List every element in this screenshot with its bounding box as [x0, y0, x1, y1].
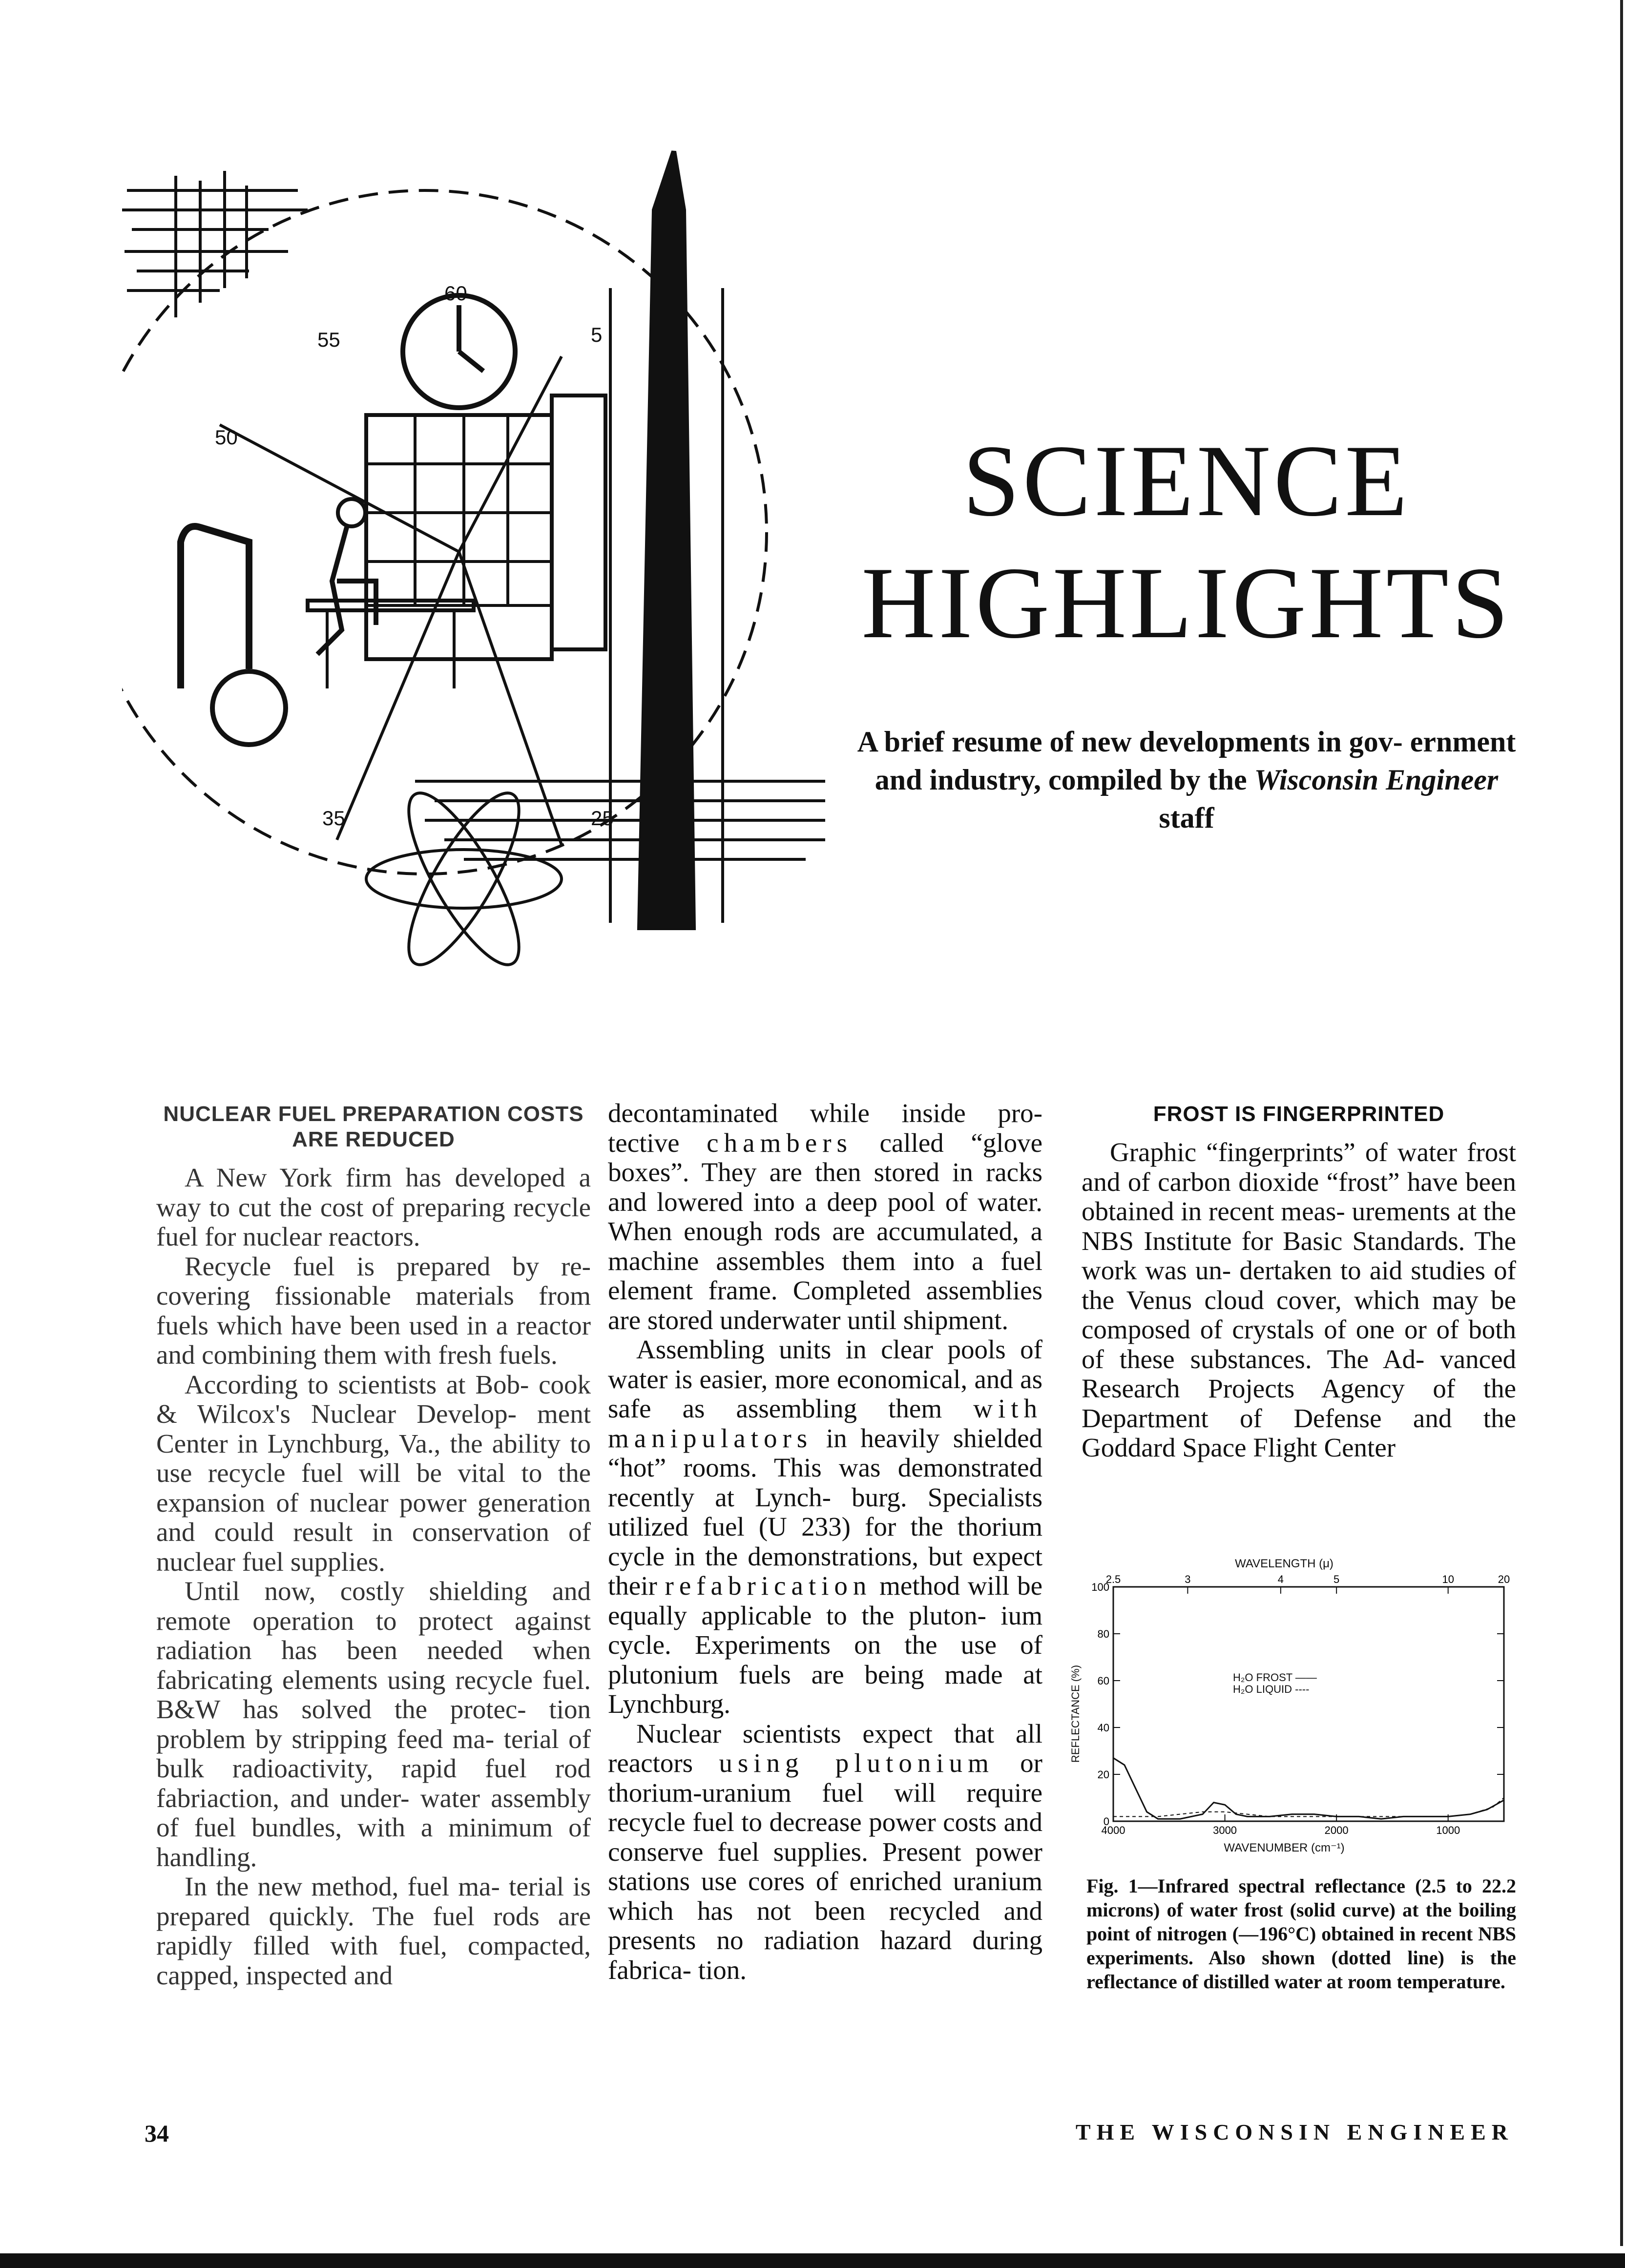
spaced-text-run: chambers	[707, 1127, 853, 1158]
chart-top-tick-label: 20	[1498, 1573, 1510, 1585]
text-run: called “glove boxes”. They are then stored in racks and lowered into a deep pool of water. When enough rods are accumulated, a machine assembles them into a fuel element frame. Completed assemblies are stored underwater until shipment.	[608, 1127, 1043, 1335]
chart-y-axis-title: REFLECTANCE (%)	[1069, 1665, 1082, 1763]
chart-top-tick-label: 5	[1333, 1573, 1340, 1585]
article-paragraph: According to scientists at Bob- cook & Wilcox's Nuclear Develop- ment Center in Lynchburg, Va., the ability to use recycle fuel will be vital to the expansion of nuclear power generation and could result in conservation of nuclear fuel supplies.	[156, 1369, 591, 1577]
atomic-illustration	[122, 142, 825, 981]
illustration-label-5: 5	[591, 323, 603, 346]
article-heading-frost: FROST IS FINGERPRINTED	[1153, 1102, 1445, 1126]
chart-x-tick-label: 2000	[1324, 1824, 1349, 1836]
chart-top-tick-label: 3	[1185, 1573, 1191, 1585]
page-title	[840, 420, 1533, 664]
text-run: method will be equally applicable to the pluton- ium cycle. Experiments on the use of plutonium fuels are being made at Lynchburg.	[608, 1571, 1042, 1719]
chart-top-tick-label: 2.5	[1105, 1573, 1121, 1585]
chart-top-tick-label: 10	[1442, 1573, 1454, 1585]
article-column-3	[1082, 1099, 1516, 1463]
chart-y-tick-label: 60	[1097, 1675, 1109, 1687]
text-run: or thorium-uranium fuel will require recycle fuel to decrease power costs and conserve fuel supplies. Present power stations use cores of enriched uranium which has not been recycled and presents no radiation hazard during fabrica- tion.	[608, 1748, 1042, 1985]
illustration-label-50: 50	[215, 426, 238, 449]
article-column-2	[608, 1099, 1042, 1985]
chart-y-tick-label: 40	[1097, 1722, 1109, 1734]
text-run: Assembling units in clear pools of water is easier, more economical, and as safe as assembling them	[608, 1334, 1042, 1423]
chart-top-tick-label: 4	[1277, 1573, 1284, 1585]
chart-series-frost-line	[1113, 1758, 1504, 1819]
page-subtitle	[850, 723, 1523, 837]
chart-y-tick-label: 20	[1097, 1769, 1109, 1781]
chart-y-tick-label: 100	[1091, 1581, 1109, 1593]
illustration-label-60: 60	[444, 282, 467, 305]
article-paragraph: Recycle fuel is prepared by re- covering fissionable materials from fuels which have been used in a reactor and combining them with fresh fuels.	[156, 1251, 591, 1370]
publication-footer: THE WISCONSIN ENGINEER	[1075, 2120, 1514, 2144]
chart-legend-liquid: H₂O LIQUID ----	[1233, 1683, 1310, 1695]
illustration-label-35: 35	[322, 807, 345, 830]
chart-y-tick-label: 0	[1103, 1815, 1109, 1828]
chart-x-axis-title: WAVENUMBER (cm⁻¹)	[1224, 1841, 1345, 1854]
article-column-1	[156, 1099, 591, 1990]
spaced-text-run: with manipulators	[608, 1394, 1042, 1453]
spaced-text-run: refabrication	[665, 1571, 872, 1601]
subtitle-staff: staff	[1159, 802, 1214, 834]
chart-x-tick-label: 1000	[1436, 1824, 1460, 1836]
chart-x-tick-label: 3000	[1213, 1824, 1237, 1836]
article-paragraph	[608, 1099, 1042, 1335]
chart-x-tick-label: 4000	[1101, 1824, 1125, 1836]
text-run: decontaminated while inside pro- tective	[608, 1098, 1042, 1158]
text-run: in heavily shielded “hot” rooms. This was demonstrated recently at Lynch- burg. Specialists utilized fuel (U 233) for the thorium cycle in the demonstrations, but expect their	[608, 1423, 1042, 1601]
subtitle-publication: Wisconsin Engineer	[1254, 764, 1499, 796]
chart-y-tick-label: 80	[1097, 1628, 1109, 1640]
article-paragraph: In the new method, fuel ma- terial is prepared quickly. The fuel rods are rapidly filled with fuel, compacted, capped, inspected and	[156, 1872, 591, 1990]
bottom-edge-bar	[0, 2253, 1625, 2268]
article-paragraph	[608, 1335, 1042, 1719]
reflectance-chart	[1069, 1553, 1519, 1855]
spaced-text-run: using plutonium	[719, 1748, 994, 1778]
article-heading-nuclear-fuel: NUCLEAR FUEL PREPARATION COSTS ARE REDUCED	[163, 1102, 584, 1151]
illustration-label-25: 25	[591, 807, 614, 830]
subtitle-text: A brief resume of new developments in gov- ernment and industry, compiled by the	[857, 726, 1516, 796]
title-line-2: HIGHLIGHTS	[861, 546, 1512, 660]
right-edge-rule	[1620, 0, 1623, 2246]
article-paragraph: Until now, costly shielding and remote operation to protect against radiation has been needed when fabricating elements using recycle fuel. B&W has solved the protec- tion problem by stripping feed ma- terial of bulk radioactivity, rapid fuel rod fabriaction, and under- water assembly of fuel bundles, with a minimum of handling.	[156, 1576, 591, 1872]
article-paragraph: Graphic “fingerprints” of water frost and of carbon dioxide “frost” have been obtained in recent meas- urements at the NBS Institute for Basic Standards. The work was un- dertaken to aid studies of the Venus cloud cover, which may be composed of crystals of one or of both of these substances. The Ad- vanced Research Projects Agency of the Department of Defense and the Goddard Space Flight Center	[1082, 1137, 1516, 1462]
article-paragraph	[608, 1719, 1042, 1985]
article-paragraph: A New York firm has developed a way to cut the cost of preparing recycle fuel for nuclear reactors.	[156, 1163, 591, 1251]
page-number: 34	[145, 2120, 169, 2147]
illustration-label-55: 55	[317, 328, 340, 351]
chart-plot-frame	[1113, 1587, 1504, 1821]
text-run: Nuclear scientists expect that all reactors	[608, 1718, 1042, 1778]
chart-legend-frost: H₂O FROST ——	[1233, 1671, 1317, 1684]
figure-caption: Fig. 1—Infrared spectral reflectance (2.5 to 22.2 microns) of water frost (solid curve) at the boiling point of nitrogen (—196°C) obtained in recent NBS experiments. Also shown (dotted line) is the reflectance of distilled water at room temperature.	[1086, 1875, 1516, 1993]
title-line-1: SCIENCE	[962, 424, 1411, 538]
chart-top-axis-title: WAVELENGTH (μ)	[1235, 1557, 1333, 1570]
